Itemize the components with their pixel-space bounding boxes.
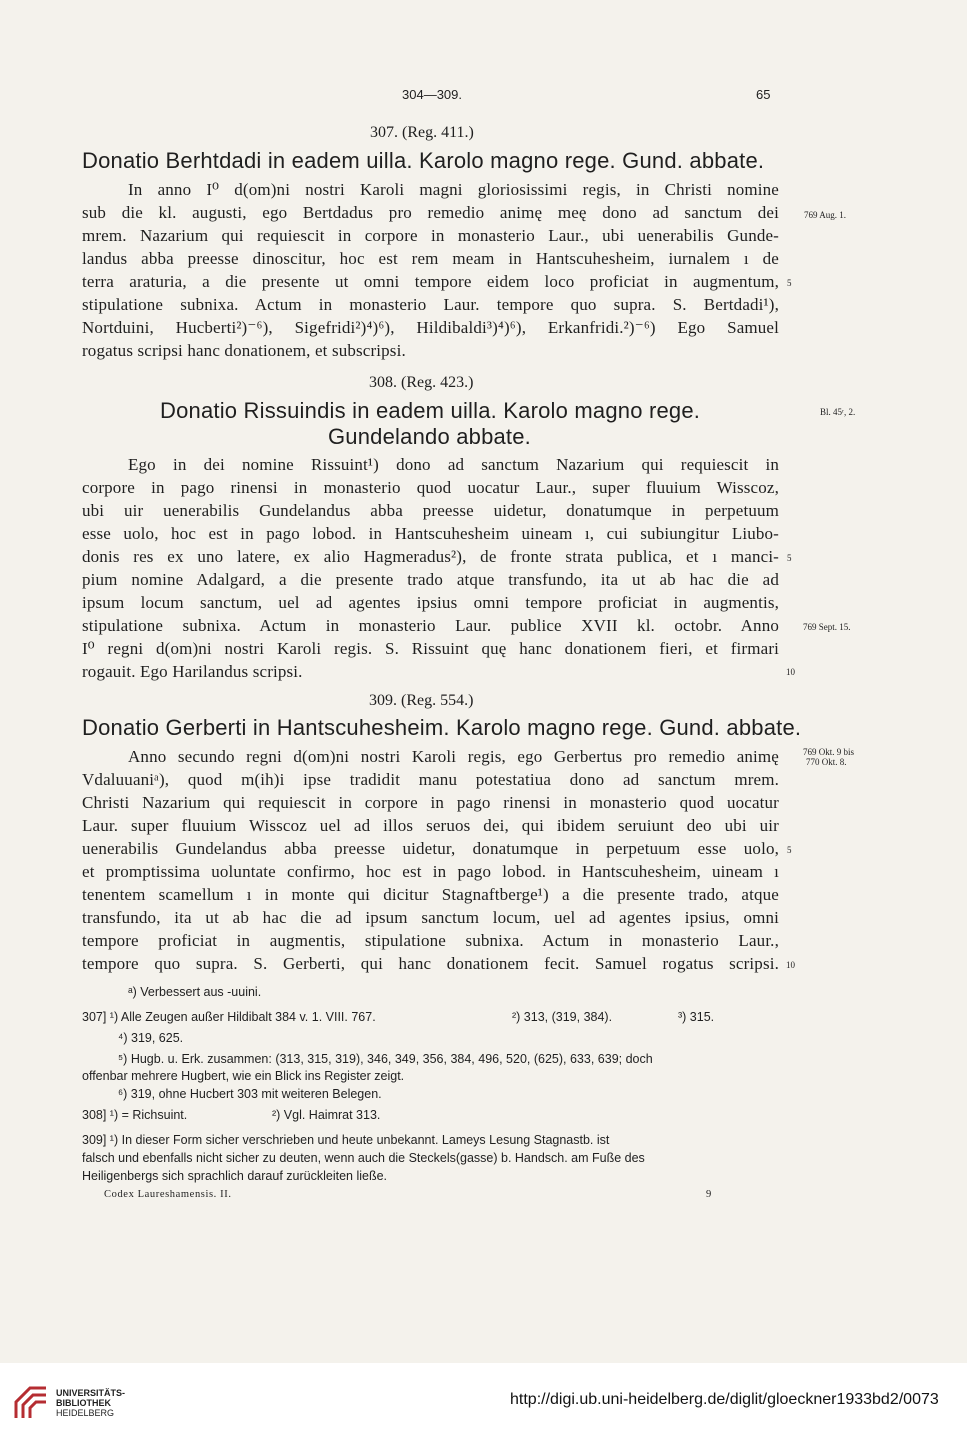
text-line: sub die kl. augusti, ego Bertdadus pro remedio animę meę dono ad sanctum dei <box>82 203 779 222</box>
charter-309-date-start: 769 Okt. 9 bis <box>803 747 855 757</box>
text-line: ubi uir uenerabilis Gundelandus abba preesse uidetur, donatumque in perpetuum <box>82 501 779 520</box>
text-line: Vdaluuaniᵃ), quod m(ih)i ipse tradidit manu potestatiua dono ad sanctum mrem. <box>82 770 779 789</box>
library-logo[interactable] <box>12 1384 50 1427</box>
library-name <box>56 1388 125 1418</box>
line-mark-5: 5 <box>787 553 792 563</box>
line-mark-10: 10 <box>786 667 795 677</box>
line-mark-5: 5 <box>787 278 792 288</box>
charter-308-reg: 308. (Reg. 423.) <box>369 374 474 391</box>
charter-307-reg: 307. (Reg. 411.) <box>370 124 474 141</box>
footnote-308-2: ²) Vgl. Haimrat 313. <box>272 1108 381 1122</box>
charter-309-date-end: 770 Okt. 8. <box>806 757 847 767</box>
text-line: esse uolo, hoc est in pago lobod. in Hantscuhesheim uineam ı, cui subiungitur Liubo- <box>82 524 779 543</box>
footnote-307-5: ⁵) Hugb. u. Erk. zusammen: (313, 315, 319), 346, 349, 356, 384, 496, 520, (625), 633, 639; doch <box>118 1052 653 1066</box>
library-name-line2: BIBLIOTHEK <box>56 1398 111 1408</box>
text-line: uenerabilis Gundelandus abba preesse uidetur, donatumque in perpetuum esse uolo, <box>82 839 779 858</box>
text-line: stipulatione subnixa. Actum in monasterio Laur. tempore quo supra. S. Bertdadi¹), <box>82 295 779 314</box>
text-line: Laur. super fluuium Wisscoz uel ad illos seruos dei, qui ibidem seruiunt deo ubi uir <box>82 816 779 835</box>
library-logo-icon <box>12 1384 50 1422</box>
footnote-307-5-cont: offenbar mehrere Hugbert, wie ein Blick ins Register zeigt. <box>82 1069 405 1083</box>
text-line: et promptissima uoluntate confirmo, hoc est in pago lobod. in Hantscuhesheim, uineam ı <box>82 862 779 881</box>
charter-308-title: Donatio Rissuindis in eadem uilla. Karolo magno rege. <box>160 398 701 423</box>
footnote-309-1-cont2: Heiligenbergs sich sprachlich darauf zurückleiten ließe. <box>82 1169 388 1183</box>
source-url[interactable]: http://digi.ub.uni-heidelberg.de/diglit/gloeckner1933bd2/0073 <box>510 1391 939 1408</box>
signature-mark: Codex Laureshamensis. II. <box>104 1189 232 1200</box>
text-line: donis res ex uno latere, ex alio Hagmeradus²), de fronte strata publica, et ı manci- <box>82 547 779 566</box>
charter-309-reg: 309. (Reg. 554.) <box>369 692 474 709</box>
footnote-309-1: 309] ¹) In dieser Form sicher verschrieben und heute unbekannt. Lameys Lesung Stagnastb. ist <box>82 1133 610 1147</box>
charter-308-folio: Bl. 45ʳ, 2. <box>820 407 856 417</box>
text-line: rogauit. Ego Harilandus scripsi. <box>82 662 303 681</box>
charter-308-title-cont: Gundelando abbate. <box>328 424 531 449</box>
footnote-308-1: 308] ¹) = Richsuint. <box>82 1108 188 1122</box>
footnote-a: ᵃ) Verbessert aus -uuini. <box>128 985 262 999</box>
footnote-309-1-cont: falsch und ebenfalls nicht sicher zu deuten, wenn auch die Steckels(gasse) b. Handsch. am Fuße des <box>82 1151 645 1165</box>
charter-307-date: 769 Aug. 1. <box>804 210 847 220</box>
charter-308-date: 769 Sept. 15. <box>803 622 851 632</box>
library-name-line3: HEIDELBERG <box>56 1408 115 1418</box>
running-head-range: 304—309. <box>402 87 462 102</box>
library-name-line1: UNIVERSITÄTS- <box>56 1388 126 1398</box>
text-line: transfundo, ita ut ab hac die ad ipsum sanctum locum, uel ad agentes ipsius, omni <box>82 908 779 927</box>
line-mark-10: 10 <box>786 960 795 970</box>
text-line: mrem. Nazarium qui requiescit in corpore in monasterio Laur., ubi uenerabilis Gunde- <box>82 226 779 245</box>
text-line: landus abba preesse dinoscitur, hoc est rem meam in Hantscuhesheim, iurnalem ı de <box>82 249 779 268</box>
text-line: stipulatione subnixa. Actum in monasterio Laur. publice XVII kl. octobr. Anno <box>82 616 779 635</box>
text-line: Nortduini, Hucberti²)⁻⁶), Sigefridi²)⁴)⁶), Hildibaldi³)⁴)⁶), Erkanfridi.²)⁻⁶) Ego Samuel <box>82 318 779 337</box>
text-line: tempore proficiat in augmentis, stipulatione subnixa. Actum in monasterio Laur., <box>82 931 779 950</box>
charter-309-title: Donatio Gerberti in Hantscuhesheim. Karolo magno rege. Gund. abbate. <box>82 715 802 740</box>
footnote-307-3: ³) 315. <box>678 1010 715 1024</box>
text-line: corpore in pago rinensi in monasterio quod uocatur Laur., super fluuium Wisscoz, <box>82 478 779 497</box>
text-line: Anno secundo regni d(om)ni nostri Karoli regis, ego Gerbertus pro remedio animę <box>128 747 779 766</box>
text-line: ipsum locum sanctum, uel ad agentes ipsius omni tempore proficiat in augmentis, <box>82 593 779 612</box>
text-line: Christi Nazarium qui requiescit in corpore in pago rinensi in monasterio quod uocatur <box>82 793 779 812</box>
line-mark-5: 5 <box>787 845 792 855</box>
text-line: pium nomine Adalgard, a die presente trado atque transfundo, ita ut ab hac die ad <box>82 570 779 589</box>
page-number: 65 <box>756 87 771 102</box>
text-line: I⁰ regni d(om)ni nostri Karoli regis. S. Rissuint quę hanc donationem fieri, et firmari <box>82 639 779 658</box>
footnote-307-1: 307] ¹) Alle Zeugen außer Hildibalt 384 v. 1. VIII. 767. <box>82 1010 376 1024</box>
footnote-307-2: ²) 313, (319, 384). <box>512 1010 613 1024</box>
viewer-footer <box>0 1363 967 1444</box>
footnote-307-6: ⁶) 319, ohne Hucbert 303 mit weiteren Belegen. <box>118 1087 382 1101</box>
text-line: terra araturia, a die presente ut omni tempore eidem loco proficiat in augmentum, <box>82 272 779 291</box>
text-line: rogatus scripsi hanc donationem, et subscripsi. <box>82 341 406 360</box>
text-line: tempore quo supra. S. Gerberti, qui hanc donationem fecit. Samuel rogatus scripsi. <box>82 954 779 973</box>
text-line: In anno I⁰ d(om)ni nostri Karoli magni gloriosissimi regis, in Christi nomine <box>128 180 779 199</box>
footnote-307-4: ⁴) 319, 625. <box>118 1031 184 1045</box>
charter-307-title: Donatio Berhtdadi in eadem uilla. Karolo magno rege. Gund. abbate. <box>82 148 765 173</box>
sheet-number: 9 <box>706 1189 712 1200</box>
text-line: Ego in dei nomine Rissuint¹) dono ad sanctum Nazarium qui requiescit in <box>128 455 779 474</box>
text-line: tenentem scamellum ı in monte qui dicitur Stagnaftberge¹) a die presente trado, atque <box>82 885 779 904</box>
